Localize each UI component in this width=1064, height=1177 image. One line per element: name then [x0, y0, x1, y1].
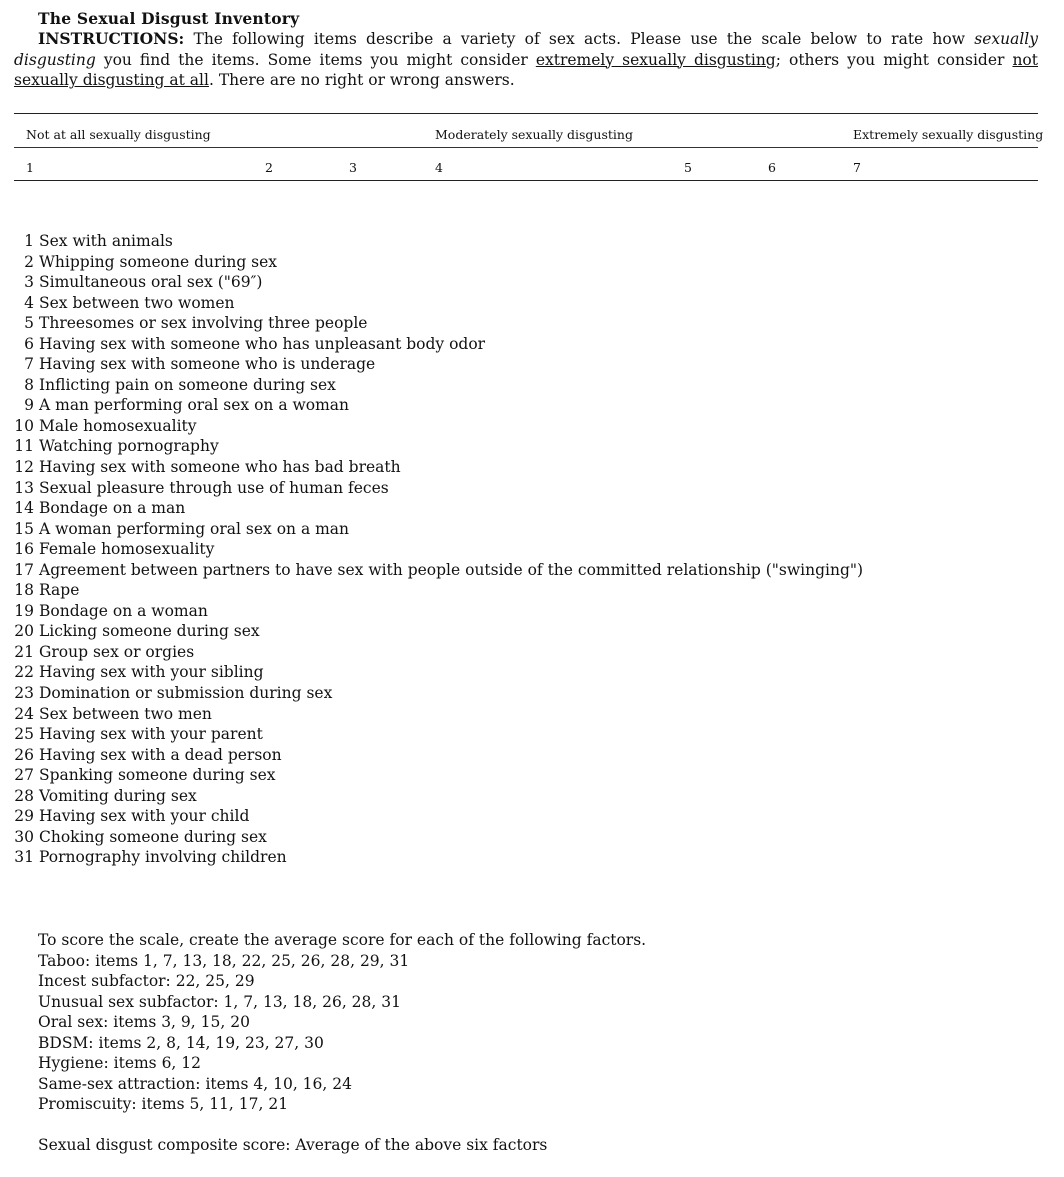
list-item: [14, 478, 863, 499]
instructions-paragraph: [14, 29, 1038, 91]
item-text: Pornography involving children: [39, 848, 287, 867]
item-number: 30: [14, 827, 34, 846]
item-text: Having sex with your parent: [39, 725, 263, 744]
list-item: [14, 436, 863, 457]
scale-middle-rule: [14, 147, 1038, 148]
item-number: 28: [14, 786, 34, 805]
scoring-factor-line: Hygiene: items 6, 12: [38, 1054, 202, 1073]
item-text: Rape: [39, 581, 80, 600]
item-number: 23: [14, 684, 34, 703]
scoring-factor-line: Unusual sex subfactor: 1, 7, 13, 18, 26, 28, 31: [38, 992, 401, 1011]
document-title: The Sexual Disgust Inventory: [38, 9, 300, 28]
instructions-text-4: . There are no right or wrong answers.: [208, 71, 515, 90]
instructions-underline-extreme: extremely sexually disgusting: [535, 50, 776, 69]
list-item: [14, 765, 863, 786]
instructions-emphasis: sexually disgusting: [14, 30, 1038, 69]
item-text: Having sex with your child: [39, 807, 250, 826]
item-number: 19: [14, 601, 34, 620]
scoring-factor-line: Taboo: items 1, 7, 13, 18, 22, 25, 26, 28, 29, 31: [38, 951, 410, 970]
list-item: [14, 354, 863, 375]
item-number: 22: [14, 663, 34, 682]
item-text: Male homosexuality: [39, 416, 197, 435]
list-item: [14, 293, 863, 314]
list-item: [14, 375, 863, 396]
item-text: Bondage on a man: [39, 499, 186, 518]
list-item: [14, 416, 863, 437]
item-number: 14: [14, 499, 34, 518]
item-text: Domination or submission during sex: [39, 684, 333, 703]
list-item: [14, 498, 863, 519]
scale-anchor-low: Not at all sexually disgusting: [26, 127, 211, 142]
scoring-intro: To score the scale, create the average score for each of the following factors.: [38, 931, 647, 949]
item-number: 13: [14, 478, 34, 497]
item-number: 3: [24, 273, 34, 292]
item-number: 7: [24, 355, 34, 374]
item-number: 17: [14, 560, 34, 579]
list-item: [14, 231, 863, 252]
scale-number-6: 6: [768, 160, 776, 175]
scale-number-1: 1: [26, 160, 34, 175]
list-item: [14, 334, 863, 355]
list-item: [14, 601, 863, 622]
scale-number-4: 4: [435, 160, 443, 175]
list-item: [14, 847, 863, 868]
scoring-instructions: [38, 930, 646, 1115]
item-text: Having sex with a dead person: [39, 745, 282, 764]
item-number: 5: [24, 314, 34, 333]
scale-number-7: 7: [853, 160, 861, 175]
instructions-underline-not: not sexually disgusting at all: [14, 50, 1038, 90]
item-number: 12: [14, 458, 34, 477]
list-item: [14, 806, 863, 827]
item-number: 27: [14, 766, 34, 785]
list-item: [14, 786, 863, 807]
composite-score-note: Sexual disgust composite score: Average of the above six factors: [38, 1136, 548, 1154]
scoring-factor-line: Oral sex: items 3, 9, 15, 20: [38, 1013, 250, 1032]
instructions-text-3: ; others you might consider: [775, 50, 1013, 69]
scoring-factor-line: Incest subfactor: 22, 25, 29: [38, 972, 255, 991]
item-text: Group sex or orgies: [39, 642, 195, 661]
list-item: [14, 642, 863, 663]
instructions-text-1: The following items describe a variety of sex acts. Please use the scale below to rate how: [184, 30, 975, 48]
item-number: 24: [14, 704, 34, 723]
item-number: 8: [24, 375, 34, 394]
list-item: [14, 519, 863, 540]
list-item: [14, 457, 863, 478]
item-number: 1: [24, 232, 34, 250]
list-item: [14, 683, 863, 704]
scoring-factor-line: Promiscuity: items 5, 11, 17, 21: [38, 1095, 289, 1114]
item-number: 29: [14, 807, 34, 826]
item-number: 25: [14, 725, 34, 744]
item-text: Having sex with your sibling: [39, 663, 264, 682]
item-text: Having sex with someone who has unpleasant body odor: [39, 334, 486, 353]
item-text: Licking someone during sex: [39, 622, 260, 641]
item-text: Having sex with someone who has bad breath: [39, 458, 401, 477]
scoring-factor-line: Same-sex attraction: items 4, 10, 16, 24: [38, 1074, 352, 1093]
list-item: [14, 539, 863, 560]
item-text: Inflicting pain on someone during sex: [39, 375, 336, 394]
list-item: [14, 272, 863, 293]
item-number: 15: [14, 519, 34, 538]
item-text: A woman performing oral sex on a man: [39, 519, 350, 538]
item-number: 26: [14, 745, 34, 764]
list-item: [14, 621, 863, 642]
item-number: 11: [14, 437, 34, 456]
scale-anchor-high: Extremely sexually disgusting: [853, 127, 1044, 142]
list-item: [14, 580, 863, 601]
item-text: Threesomes or sex involving three people: [39, 314, 368, 333]
instructions-label: INSTRUCTIONS:: [38, 29, 185, 48]
item-number: 9: [24, 396, 34, 415]
item-text: Sex with animals: [39, 232, 173, 250]
item-number: 6: [24, 334, 34, 353]
item-number: 20: [14, 622, 34, 641]
item-number: 4: [24, 293, 34, 312]
item-text: Sexual pleasure through use of human feces: [39, 478, 389, 497]
item-text: Sex between two women: [39, 293, 235, 312]
item-number: 16: [14, 540, 34, 559]
item-text: Agreement between partners to have sex with people outside of the committed relationship ("swinging"): [39, 560, 864, 579]
list-item: [14, 560, 863, 581]
item-text: Sex between two men: [39, 704, 212, 723]
item-text: Whipping someone during sex: [39, 252, 278, 271]
item-text: Having sex with someone who is underage: [39, 355, 376, 374]
scale-anchor-mid: Moderately sexually disgusting: [435, 127, 633, 142]
item-text: Watching pornography: [39, 437, 219, 456]
scale-bottom-rule: [14, 180, 1038, 181]
item-number: 21: [14, 642, 34, 661]
list-item: [14, 745, 863, 766]
list-item: [14, 313, 863, 334]
item-text: Female homosexuality: [39, 540, 215, 559]
item-text: Spanking someone during sex: [39, 766, 276, 785]
list-item: [14, 704, 863, 725]
item-text: Choking someone during sex: [39, 827, 267, 846]
list-item: [14, 395, 863, 416]
item-text: Vomiting during sex: [39, 786, 197, 805]
list-item: [14, 827, 863, 848]
list-item: [14, 724, 863, 745]
item-number: 18: [14, 581, 34, 600]
item-number: 31: [14, 848, 34, 867]
item-text: A man performing oral sex on a woman: [39, 396, 350, 415]
list-item: [14, 662, 863, 683]
instructions-text-2: you find the items. Some items you might consider: [95, 50, 536, 69]
scale-top-rule: [14, 113, 1038, 114]
item-text: Bondage on a woman: [39, 601, 208, 620]
item-number: 10: [14, 416, 34, 435]
scale-number-5: 5: [684, 160, 692, 175]
rating-scale: [14, 113, 1044, 182]
item-text: Simultaneous oral sex ("69″): [39, 273, 263, 292]
scale-number-2: 2: [265, 160, 273, 175]
item-number: 2: [24, 252, 34, 271]
scoring-factor-line: BDSM: items 2, 8, 14, 19, 23, 27, 30: [38, 1033, 324, 1052]
scale-number-3: 3: [349, 160, 357, 175]
list-item: [14, 252, 863, 273]
item-list: [14, 231, 863, 868]
